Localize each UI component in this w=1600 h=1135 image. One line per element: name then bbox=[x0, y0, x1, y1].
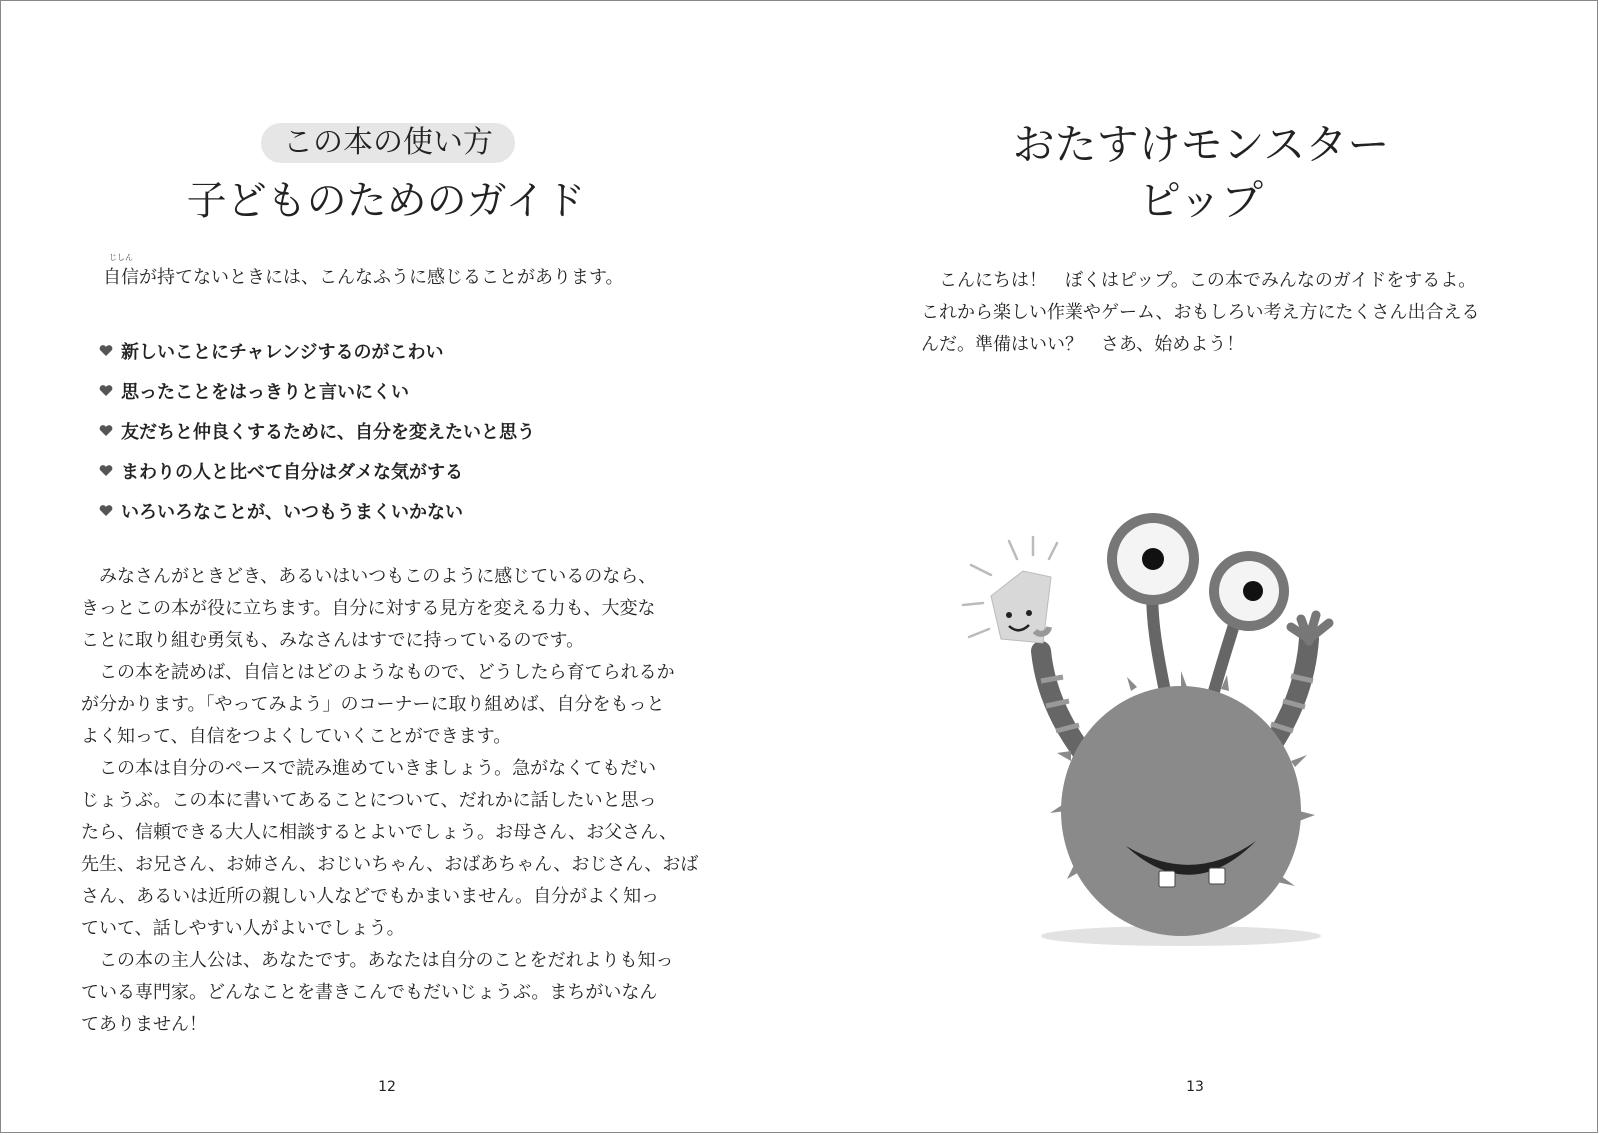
greeting-line: こんにちは！ ぼくはピップ。この本でみんなのガイドをするよ。 bbox=[921, 270, 1477, 291]
list-item bbox=[99, 491, 535, 531]
heart-icon bbox=[99, 345, 113, 357]
list-item-text: 思ったことをはっきりと言いにくい bbox=[121, 382, 409, 403]
monster-illustration bbox=[931, 511, 1431, 961]
body-line: が分かります。「やってみよう」のコーナーに取り組めば、自分をもっと bbox=[81, 694, 665, 715]
page-title: 子どものためのガイド bbox=[186, 178, 586, 224]
list-item bbox=[99, 371, 535, 411]
ruby-reading: じしん bbox=[109, 253, 133, 262]
character-title-line2: ピップ bbox=[1138, 176, 1264, 225]
intro-line bbox=[103, 253, 624, 289]
ruby-base: 自信 bbox=[103, 267, 139, 288]
body-line: この本を読めば、自信とはどのようなもので、どうしたら育てられるか bbox=[81, 662, 675, 683]
body-line: きっとこの本が役に立ちます。自分に対する見方を変える力も、大変な bbox=[81, 598, 656, 619]
intro-text: が持てないときには、こんなふうに感じることがあります。 bbox=[139, 267, 624, 288]
greeting-paragraph bbox=[921, 265, 1541, 361]
body-line: たら、信頼できる大人に相談するとよいでしょう。お母さん、お父さん、 bbox=[81, 822, 678, 843]
section-pill-label: この本の使い方 bbox=[261, 123, 515, 163]
feelings-list bbox=[99, 331, 535, 531]
body-paragraphs bbox=[81, 561, 701, 1041]
list-item bbox=[99, 451, 535, 491]
greeting-line: んだ。準備はいい？ さあ、始めよう！ bbox=[921, 334, 1245, 355]
body-line: 先生、お兄さん、お姉さん、おじいちゃん、おばあちゃん、おじさん、おば bbox=[81, 854, 699, 875]
list-item-text: いろいろなことが、いつもうまくいかない bbox=[121, 502, 463, 523]
body-line: てありません！ bbox=[81, 1014, 207, 1035]
page-number: 12 bbox=[378, 1079, 396, 1095]
body-line: ている専門家。どんなことを書きこんでもだいじょうぶ。まちがいなん bbox=[81, 982, 658, 1003]
greeting-line: これから楽しい作業やゲーム、おもしろい考え方にたくさん出合える bbox=[921, 302, 1480, 323]
left-page bbox=[1, 1, 801, 1132]
list-item-text: 友だちと仲良くするために、自分を変えたいと思う bbox=[121, 422, 535, 443]
ruby-word bbox=[103, 253, 139, 289]
list-item bbox=[99, 411, 535, 451]
body-line: この本の主人公は、あなたです。あなたは自分のことをだれよりも知っ bbox=[81, 950, 674, 971]
page-number: 13 bbox=[1186, 1079, 1204, 1095]
list-item bbox=[99, 331, 535, 371]
body-line: この本は自分のペースで読み進めていきましょう。急がなくてもだい bbox=[81, 758, 657, 779]
body-line: みなさんがときどき、あるいはいつもこのように感じているのなら、 bbox=[81, 566, 657, 587]
body-line: ことに取り組む勇気も、みなさんはすでに持っているのです。 bbox=[81, 630, 585, 651]
character-title bbox=[801, 117, 1600, 229]
heart-icon bbox=[99, 465, 113, 477]
body-line: ていて、話しやすい人がよいでしょう。 bbox=[81, 918, 405, 939]
right-page bbox=[801, 1, 1599, 1132]
body-line: じょうぶ。この本に書いてあることについて、だれかに話したいと思っ bbox=[81, 790, 657, 811]
heart-icon bbox=[99, 385, 113, 397]
body-line: よく知って、自信をつよくしていくことができます。 bbox=[81, 726, 512, 747]
list-item-text: 新しいことにチャレンジするのがこわい bbox=[121, 342, 444, 363]
character-title-line1: おたすけモンスター bbox=[1012, 120, 1390, 169]
body-line: さん、あるいは近所の親しい人などでもかまいません。自分がよく知っ bbox=[81, 886, 660, 907]
heart-icon bbox=[99, 425, 113, 437]
heart-icon bbox=[99, 505, 113, 517]
list-item-text: まわりの人と比べて自分はダメな気がする bbox=[121, 462, 463, 483]
